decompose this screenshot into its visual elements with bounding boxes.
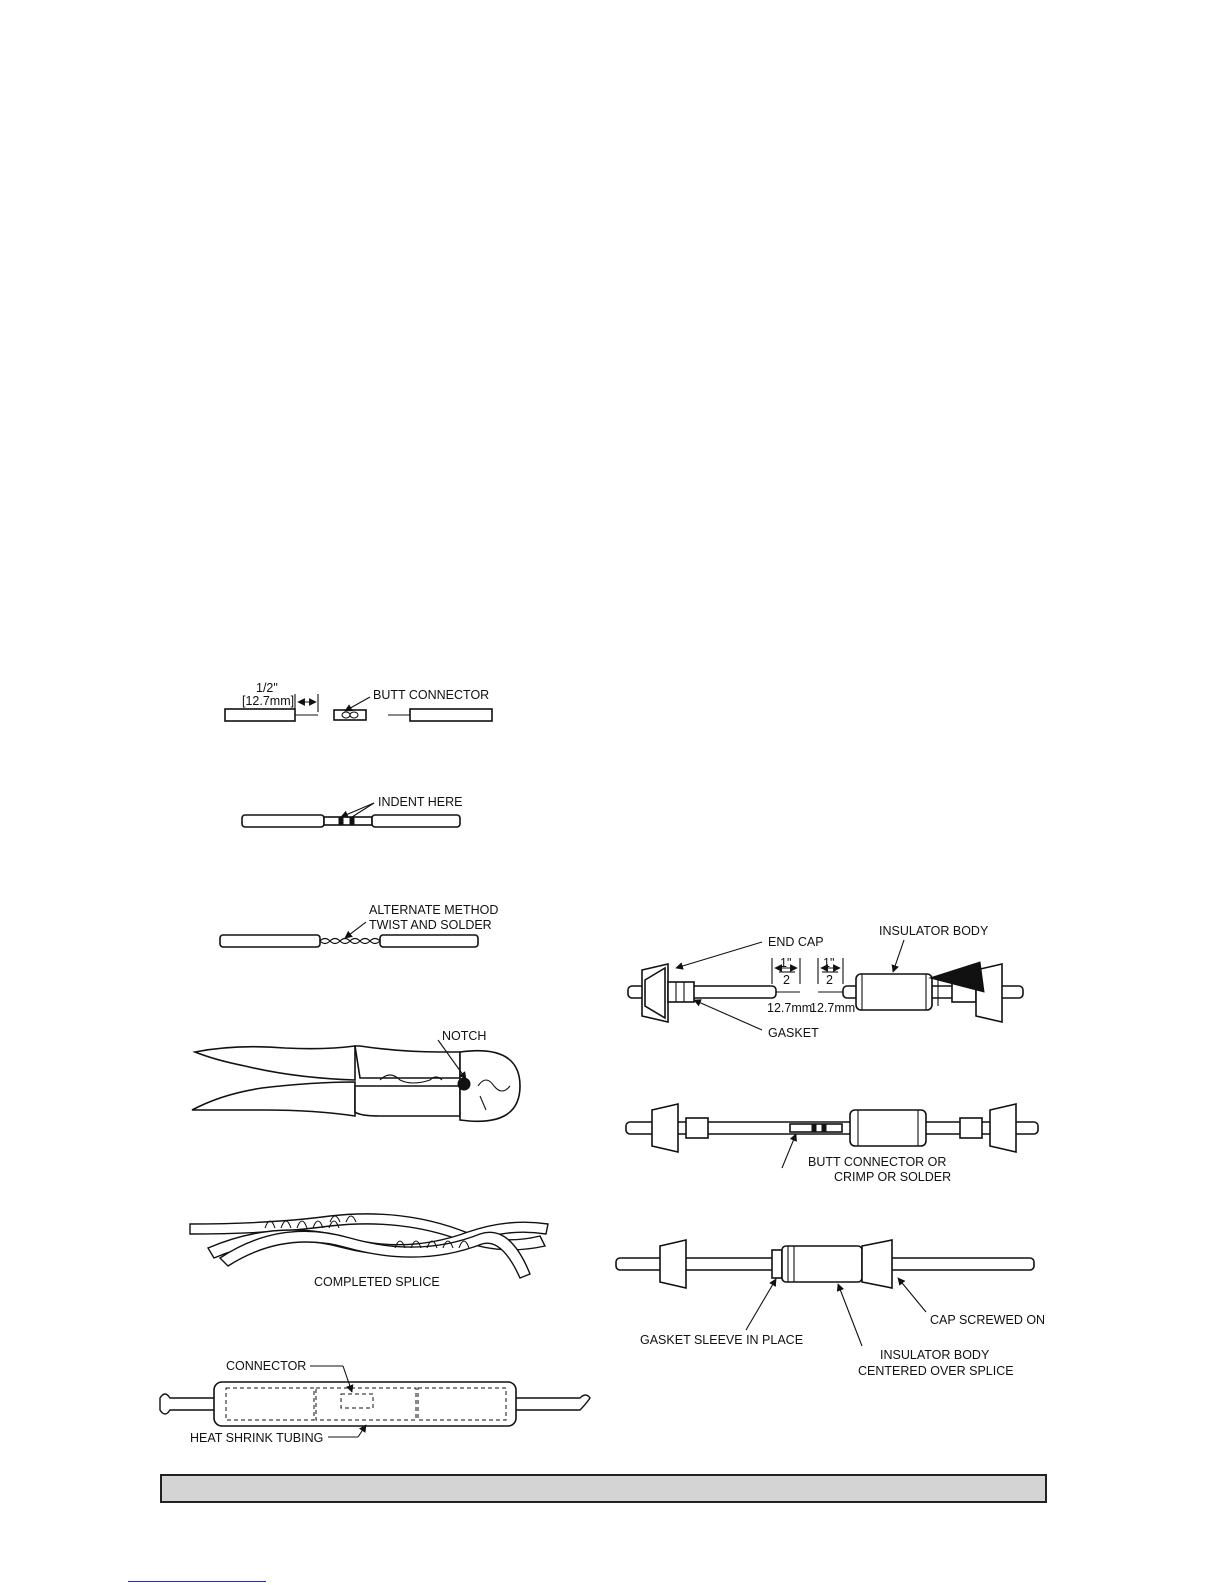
notch-label: NOTCH [442,1029,487,1043]
figure-twist-solder [220,903,498,947]
butt-connector-or-label: BUTT CONNECTOR OR [808,1155,947,1169]
end-cap-label: END CAP [768,935,824,949]
butt-connector-label: BUTT CONNECTOR [373,688,490,702]
figure-insulator-joined [626,1104,1038,1184]
dim-one-right-den: 2 [826,973,833,987]
heat-shrink-tubing-label: HEAT SHRINK TUBING [190,1431,324,1445]
indent-here-label: INDENT HERE [378,795,463,809]
footer-bar [160,1474,1047,1503]
alternate-method-label: ALTERNATE METHOD [369,903,499,917]
connector-label: CONNECTOR [226,1359,307,1373]
completed-splice-label: COMPLETED SPLICE [314,1275,440,1289]
dim-one-left-den: 2 [783,973,790,987]
insulator-body-centered-label: INSULATOR BODY [880,1348,990,1362]
dim-half-inch-mm-label: [12.7mm] [242,694,295,708]
twist-and-solder-label: TWIST AND SOLDER [369,918,492,932]
gasket-sleeve-label: GASKET SLEEVE IN PLACE [640,1333,804,1347]
figure-heat-shrink [160,1359,590,1445]
dim-half-inch-label: 1/2" [256,681,278,695]
insulator-body-label: INSULATOR BODY [879,924,989,938]
dim-one-left-num: 1" [780,956,792,970]
figure-crimp-tool [192,1029,520,1121]
figure-insulator-exploded [628,924,1023,1040]
figure-strip-wires [225,681,492,721]
dim-one-right-num: 1" [823,956,835,970]
crimp-or-solder-label: CRIMP OR SOLDER [834,1170,952,1184]
figure-indent [242,795,463,827]
footer-link-underline[interactable] [128,1581,266,1582]
dim-mm-left: 12.7mm [767,1001,813,1015]
centered-over-splice-label: CENTERED OVER SPLICE [858,1364,1014,1378]
figure-completed-splice [190,1214,548,1289]
dim-mm-right: 12.7mm [810,1001,856,1015]
cap-screwed-on-label: CAP SCREWED ON [930,1313,1046,1327]
figure-insulator-assembled [616,1240,1045,1378]
gasket-label: GASKET [768,1026,819,1040]
